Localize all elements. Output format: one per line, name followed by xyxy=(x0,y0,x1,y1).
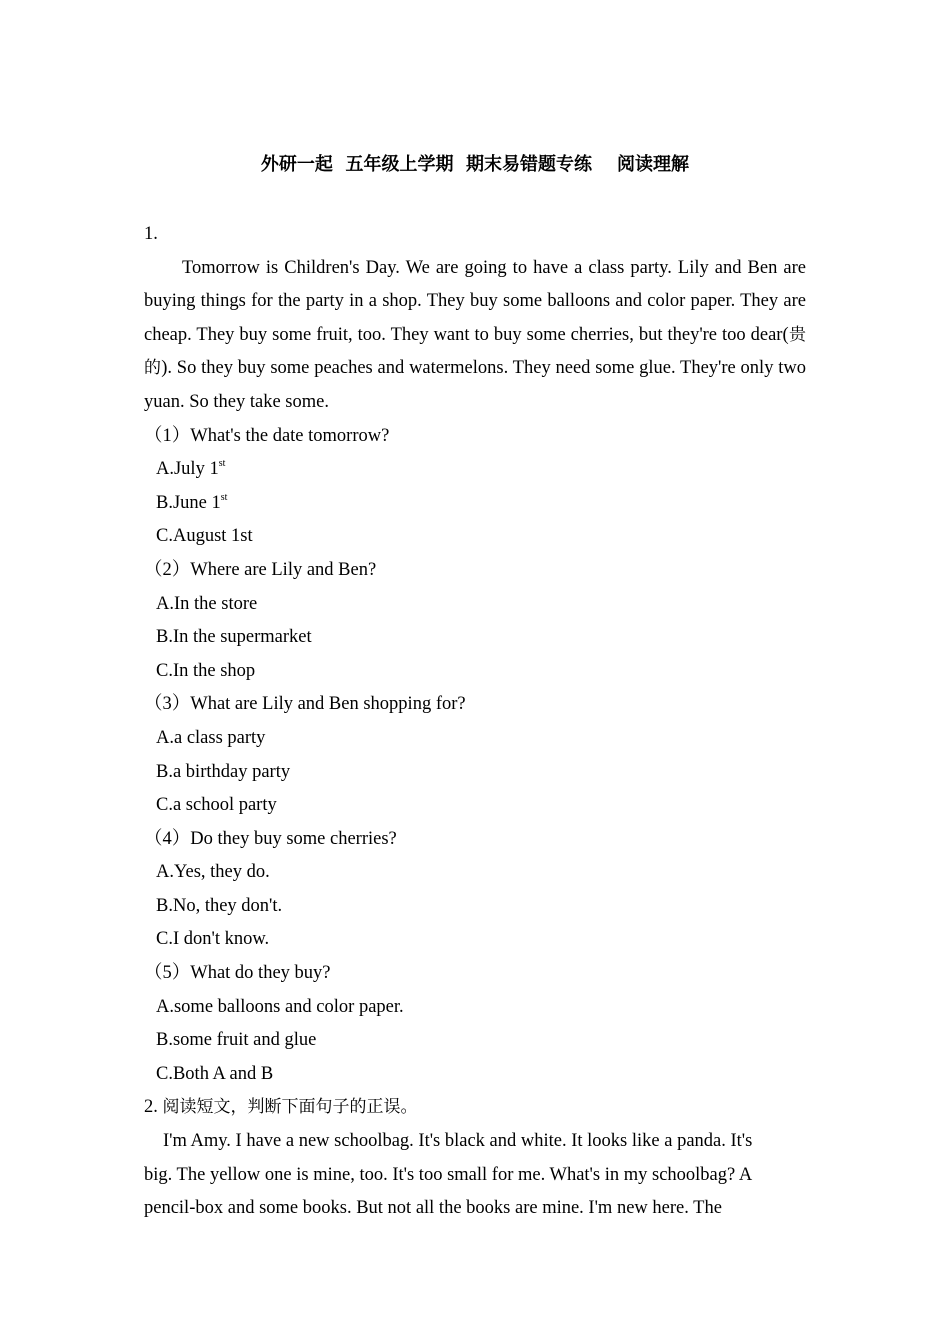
question-2-header xyxy=(144,1091,806,1125)
sub-question-3: （3）What are Lily and Ben shopping for? xyxy=(144,694,466,715)
sub-question-4: （4）Do they buy some cherries? xyxy=(144,828,397,849)
option-superscript: st xyxy=(220,491,228,503)
option-a[interactable] xyxy=(144,588,806,622)
option-text: C.I don't know. xyxy=(156,929,270,950)
option-b[interactable] xyxy=(144,756,806,790)
option-text: B.In the supermarket xyxy=(156,627,312,648)
option-text: C.August 1st xyxy=(156,526,253,547)
passage-text: ). So they buy some peaches and watermelons. They need some glue. They're only two yuan. So they take some. xyxy=(144,358,807,412)
sub-question-2: （2）Where are Lily and Ben? xyxy=(144,559,377,580)
option-text: A.a class party xyxy=(156,727,266,748)
option-a[interactable] xyxy=(144,453,806,487)
option-c[interactable] xyxy=(144,789,806,823)
question-1-number: 1. xyxy=(144,224,158,244)
page-title: 外研一起 五年级上学期 期末易错题专练 阅读理解 xyxy=(260,154,690,175)
option-text: B.some fruit and glue xyxy=(156,1030,317,1051)
passage-chinese-gloss: 贵的 xyxy=(144,324,807,379)
option-text: C.In the shop xyxy=(156,660,256,681)
option-a[interactable] xyxy=(144,856,806,890)
option-b[interactable] xyxy=(144,487,806,521)
option-text: B.No, they don't. xyxy=(156,895,283,916)
option-a[interactable] xyxy=(144,722,806,756)
option-text: A.Yes, they do. xyxy=(156,862,270,883)
sub-question-1: （1）What's the date tomorrow? xyxy=(144,425,390,446)
option-b[interactable] xyxy=(144,621,806,655)
option-b[interactable] xyxy=(144,1024,806,1058)
option-a[interactable] xyxy=(144,991,806,1025)
option-text: C.Both A and B xyxy=(156,1063,274,1084)
option-b[interactable] xyxy=(144,890,806,924)
option-text: B.a birthday party xyxy=(156,761,291,782)
option-c[interactable] xyxy=(144,655,806,689)
option-text: C.a school party xyxy=(156,795,277,816)
option-c[interactable] xyxy=(144,923,806,957)
option-c[interactable] xyxy=(144,1058,806,1092)
document-body xyxy=(144,218,806,1226)
sub-question-5: （5）What do they buy? xyxy=(144,963,331,984)
option-c[interactable] xyxy=(144,520,806,554)
option-text: A.July 1 xyxy=(156,459,219,480)
question-2-instruction: 阅读短文，判断下面句子的正误。 xyxy=(162,1097,418,1118)
question-1-passage xyxy=(144,252,806,420)
passage-text: Tomorrow is Children's Day. We are going to have a class party. Lily and Ben are buying things for the party in a shop. They buy some balloons and color paper. They are cheap. They buy some fruit, too. They want to buy some cherries, but they're too dear( xyxy=(144,257,806,345)
option-text: A.In the store xyxy=(156,593,258,614)
question-2-number: 2. xyxy=(144,1097,158,1118)
option-text: B.June 1 xyxy=(156,492,221,513)
option-text: A.some balloons and color paper. xyxy=(156,996,404,1017)
option-superscript: st xyxy=(218,458,226,470)
question-2-passage: I'm Amy. I have a new schoolbag. It's black and white. It looks like a panda. It's big. The yellow one is mine, too. It's too small for me. What's in my schoolbag? A pencil-box and some books. But not all the books are mine. I'm new here. The xyxy=(144,1131,753,1219)
